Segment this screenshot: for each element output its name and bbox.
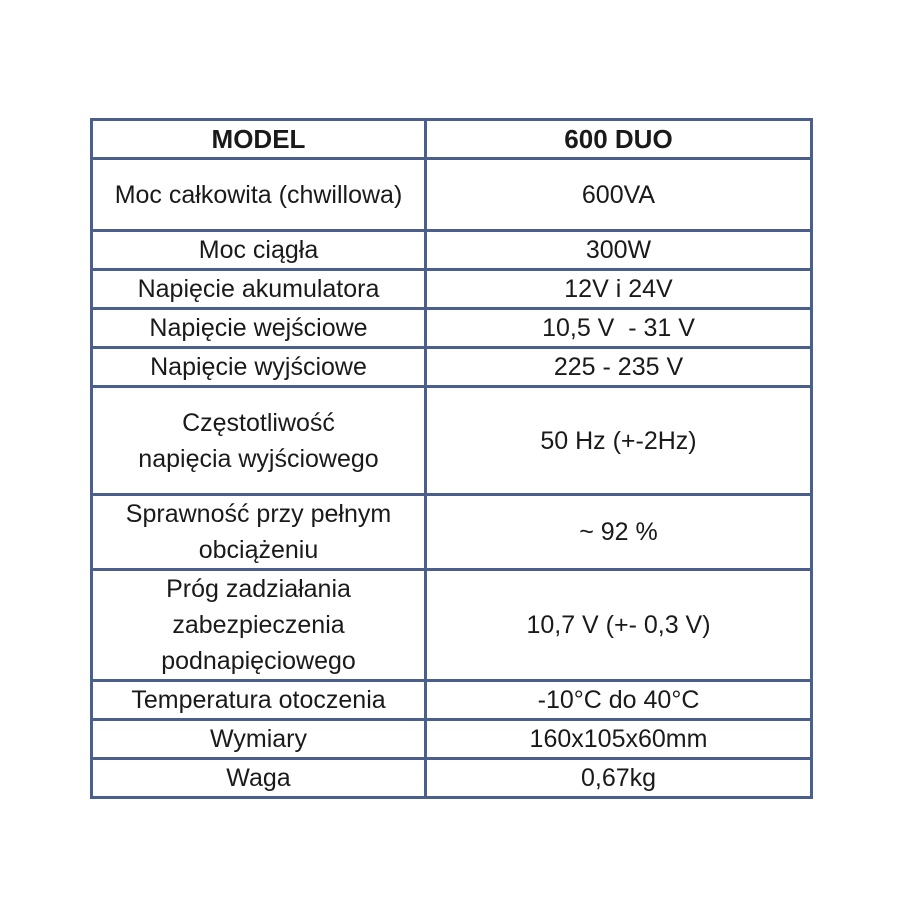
row-value-cell: -10°C do 40°C — [426, 681, 812, 720]
row-label-cell: Moc całkowita (chwillowa) — [92, 159, 426, 231]
row-value-cell: 160x105x60mm — [426, 720, 812, 759]
table-row — [92, 681, 812, 720]
row-label-cell: Moc ciągła — [92, 231, 426, 270]
row-label-cell: Napięcie wyjściowe — [92, 348, 426, 387]
row-label-cell: Napięcie akumulatora — [92, 270, 426, 309]
row-value-cell: 600VA — [426, 159, 812, 231]
row-value-cell: 50 Hz (+-2Hz) — [426, 387, 812, 495]
row-value-cell: ~ 92 % — [426, 495, 812, 570]
row-value-cell: 12V i 24V — [426, 270, 812, 309]
row-label-cell: Próg zadziałania zabezpieczenia podnapięciowego — [92, 570, 426, 681]
table-row — [92, 159, 812, 231]
table-header-row — [92, 120, 812, 159]
table-row — [92, 270, 812, 309]
header-value-cell: 600 DUO — [426, 120, 812, 159]
row-value-cell: 225 - 235 V — [426, 348, 812, 387]
header-label-cell: MODEL — [92, 120, 426, 159]
table-row — [92, 309, 812, 348]
row-label-cell: Temperatura otoczenia — [92, 681, 426, 720]
row-label-cell: Częstotliwość napięcia wyjściowego — [92, 387, 426, 495]
table-row — [92, 720, 812, 759]
row-label-cell: Wymiary — [92, 720, 426, 759]
row-label-cell: Sprawność przy pełnym obciążeniu — [92, 495, 426, 570]
table-row — [92, 387, 812, 495]
row-value-cell: 10,7 V (+- 0,3 V) — [426, 570, 812, 681]
spec-table — [90, 118, 813, 799]
row-label-cell: Waga — [92, 759, 426, 798]
table-row — [92, 759, 812, 798]
row-value-cell: 300W — [426, 231, 812, 270]
table-row — [92, 570, 812, 681]
row-value-cell: 10,5 V - 31 V — [426, 309, 812, 348]
row-value-cell: 0,67kg — [426, 759, 812, 798]
table-row — [92, 231, 812, 270]
table-row — [92, 348, 812, 387]
table-row — [92, 495, 812, 570]
row-label-cell: Napięcie wejściowe — [92, 309, 426, 348]
